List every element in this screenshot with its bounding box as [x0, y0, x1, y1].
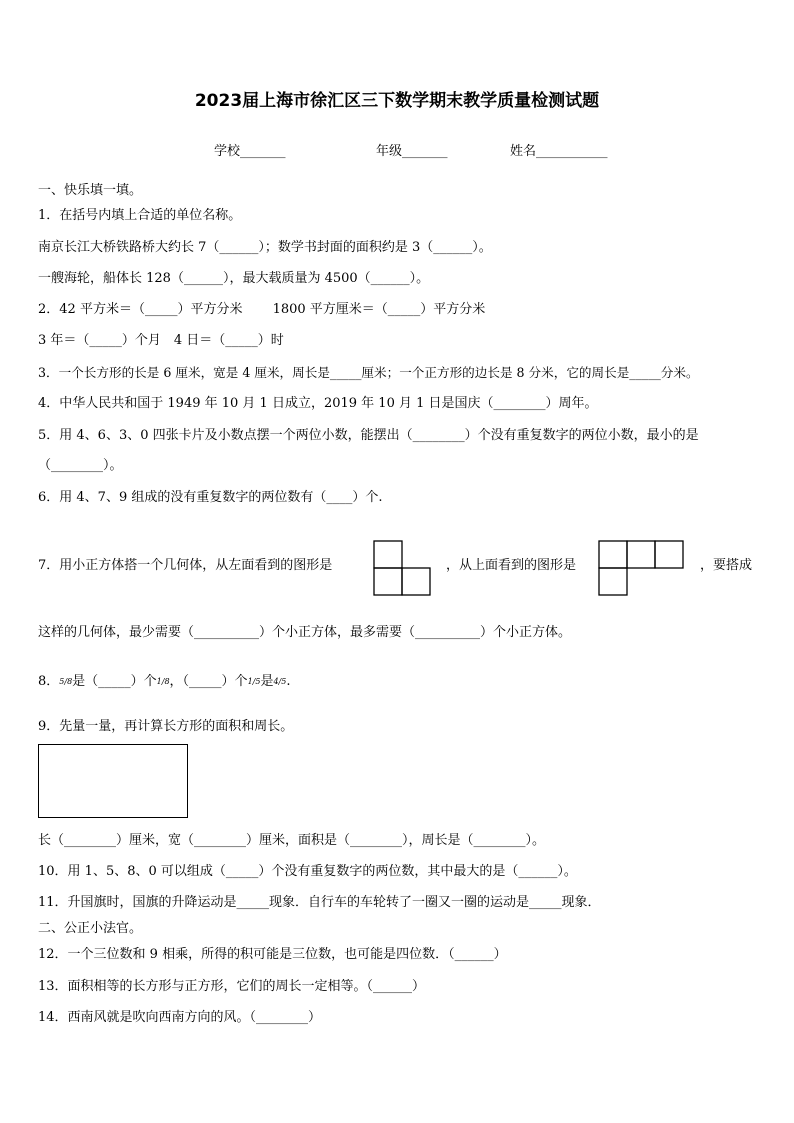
- question-4: 4．中华人民共和国于 1949 年 10 月 1 日成立，2019 年 10 月 1 日是国庆（________）周年。: [38, 396, 598, 411]
- question-8-text-2: ，（_____）个: [169, 674, 248, 689]
- question-8-period: .: [286, 674, 291, 689]
- school-field: 学校_______: [214, 144, 286, 159]
- question-13: 13．面积相等的长方形与正方形，它们的周长一定相等。（______）: [38, 979, 426, 994]
- question-11: 11．升国旗时，国旗的升降运动是_____现象．自行车的车轮转了一圈又一圈的运动是_____现象．: [38, 895, 601, 910]
- question-7-line-2: 这样的几何体，最少需要（__________）个小正方体，最多需要（__________）个小正方体。: [38, 625, 572, 640]
- question-9: 9．先量一量，再计算长方形的面积和周长。: [38, 719, 294, 734]
- fraction-1-8: 1/8: [156, 677, 170, 686]
- section-heading-1: 一、快乐填一填。: [38, 183, 143, 198]
- question-2-part-b: 3 年＝（_____）个月 4 日＝（_____）时: [38, 333, 284, 348]
- question-1: 1．在括号内填上合适的单位名称。: [38, 208, 242, 223]
- question-5-line-1: 5．用 4、6、3、0 四张卡片及小数点摆一个两位小数，能摆出（________）个没有重复数字的两位小数，最小的是: [38, 428, 699, 443]
- question-1-part-b: 一艘海轮，船体长 128（______），最大载质量为 4500（______）。: [38, 271, 430, 286]
- question-3: 3．一个长方形的长是 6 厘米，宽是 4 厘米，周长是_____厘米；一个正方形的边长是 8 分米，它的周长是_____分米。: [38, 365, 699, 380]
- question-8-text-3: 是: [260, 674, 274, 689]
- grade-field: 年级_______: [376, 144, 448, 159]
- section-heading-2: 二、公正小法官。: [38, 921, 143, 936]
- question-9-answers: 长（________）厘米，宽（________）厘米，面积是（________），周长是（________）。: [38, 833, 546, 848]
- fraction-4-5: 4/5: [273, 677, 287, 686]
- page-title: 2023届上海市徐汇区三下数学期末教学质量检测试题: [194, 91, 600, 111]
- question-2-part-a: 2．42 平方米＝（_____）平方分米 1800 平方厘米＝（_____）平方分米: [38, 302, 486, 317]
- name-field: 姓名___________: [510, 144, 608, 159]
- question-7-text-1: 7．用小正方体搭一个几何体，从左面看到的图形是: [38, 558, 333, 573]
- question-6: 6．用 4、7、9 组成的没有重复数字的两位数有（____）个.: [38, 490, 383, 505]
- fraction-5-8: 5/8: [59, 677, 73, 686]
- fraction-1-5: 1/5: [247, 677, 261, 686]
- question-8: [38, 673, 290, 690]
- question-10: 10．用 1、5、8、0 可以组成（_____）个没有重复数字的两位数，其中最大的是（______）。: [38, 864, 577, 879]
- question-14: 14．西南风就是吹向西南方向的风。（________）: [38, 1010, 322, 1025]
- measure-rectangle: [38, 744, 188, 818]
- question-8-text-1: 是（_____）个: [72, 674, 157, 689]
- question-7-text-3: ，要搭成: [700, 558, 753, 573]
- top-view-figure: [598, 540, 688, 597]
- question-12: 12．一个三位数和 9 相乘，所得的积可能是三位数，也可能是四位数．（______）: [38, 947, 507, 962]
- question-8-number: 8．: [38, 674, 60, 689]
- question-7-text-2: ，从上面看到的图形是: [446, 558, 577, 573]
- question-1-part-a: 南京长江大桥铁路桥大约长 7（______）；数学书封面的面积约是 3（______）。: [38, 240, 492, 255]
- question-5-line-2: （________）。: [38, 458, 123, 473]
- left-view-figure: [373, 540, 433, 597]
